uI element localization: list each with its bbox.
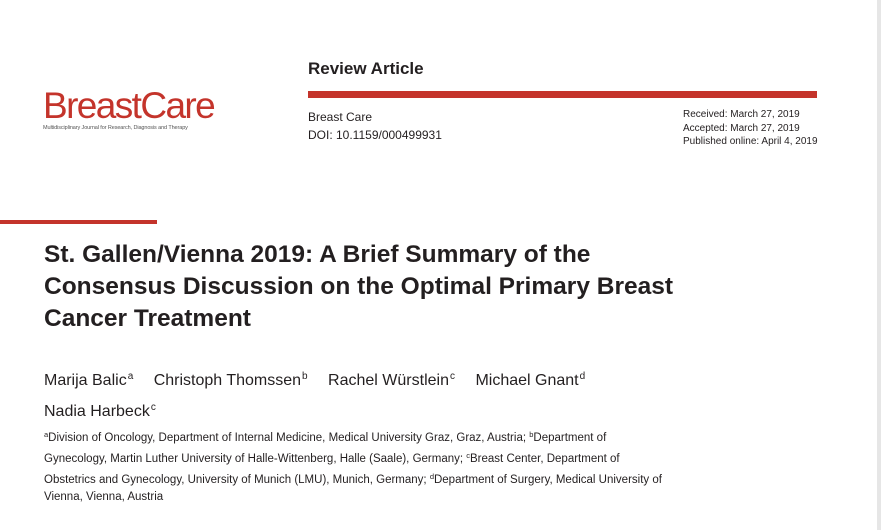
header-accent-bar (308, 91, 817, 98)
journal-name: Breast Care (308, 110, 373, 124)
author: Michael Gnant$^d$ (475, 371, 586, 389)
author: Rachel Würstlein$^c$ (328, 371, 455, 389)
article-title: St. Gallen/Vienna 2019: A Brief Summary of the Consensus Discussion on the Optimal Primary Breast Cancer Treatment (44, 241, 674, 332)
article-dates (683, 108, 818, 149)
title-accent-bar (0, 220, 157, 224)
article-type: Review Article (308, 59, 424, 78)
author-list (44, 363, 684, 425)
doi: DOI: 10.1159/000499931 (308, 128, 442, 142)
author: Marija Balic$^a$ (44, 371, 134, 389)
received-date: Received: March 27, 2019 (683, 109, 800, 120)
logo-wordmark: BreastCare (43, 85, 215, 126)
accepted-date: Accepted: March 27, 2019 (683, 122, 800, 134)
author: Christoph Thomssen$^b$ (153, 371, 308, 389)
page-edge (877, 0, 881, 530)
published-date: Published online: April 4, 2019 (683, 136, 818, 147)
logo-tagline: Multidisciplinary Journal for Research, Diagnosis and Therapy (43, 125, 188, 131)
journal-info (308, 108, 442, 144)
affiliations: $^a$Division of Oncology, Department of Internal Medicine, Medical University Graz, Graz, Austria; $^b$Department of Gynecology, Martin Luther University of Halle-Wittenberg, Halle (Saale), Germany; $^c$Breast Center, Department of Obstetrics and Gynecology, University of Munich (LMU), Munich, Germany; $^d$Department of Surgery, Medical University of Vienna, Vienna, Austria (44, 430, 662, 503)
journal-logo (43, 86, 233, 131)
author: Nadia Harbeck$^c$ (44, 402, 156, 420)
